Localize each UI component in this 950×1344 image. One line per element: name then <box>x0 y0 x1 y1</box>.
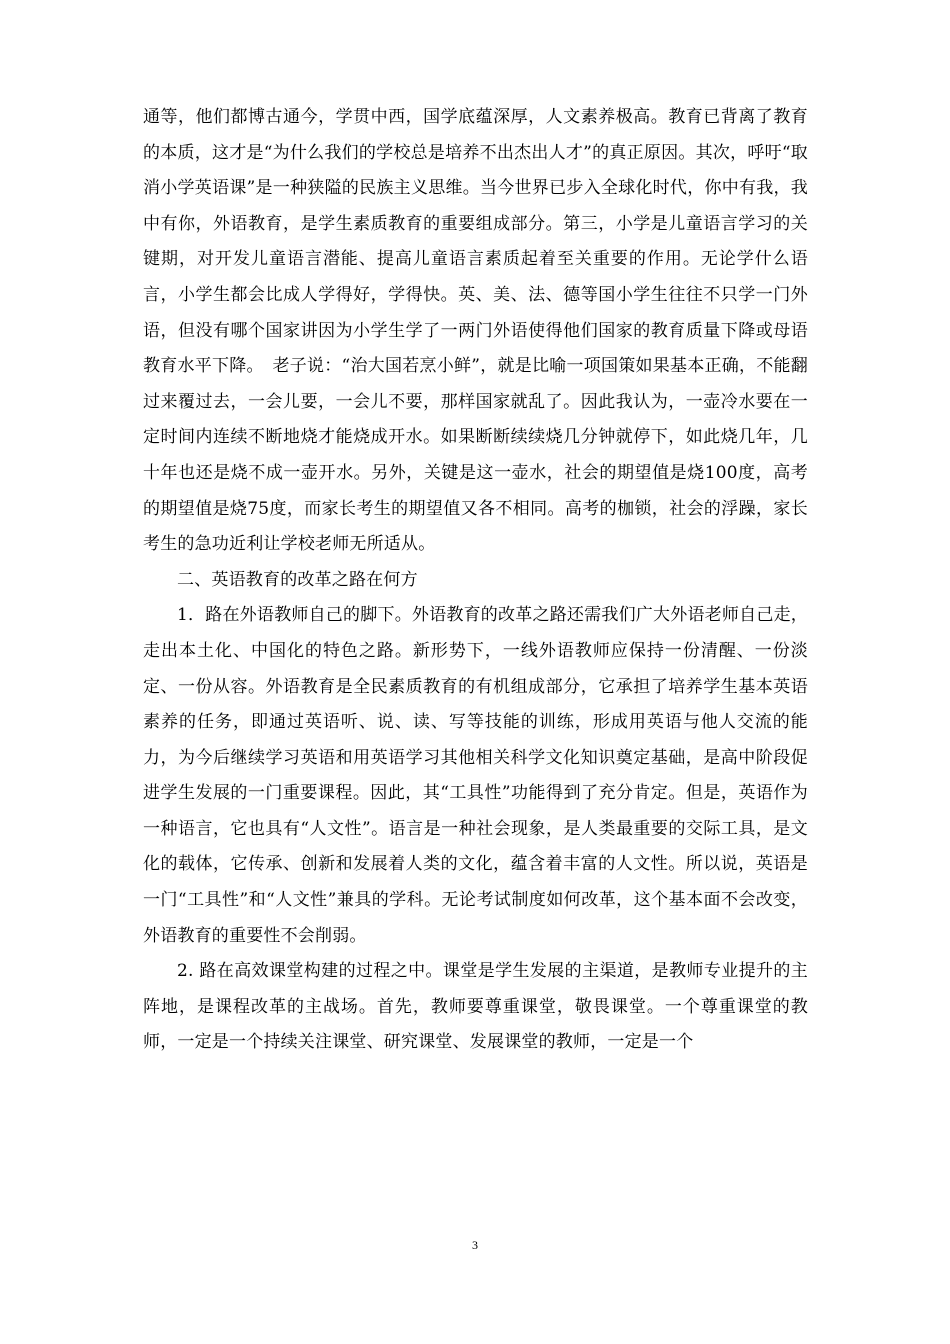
page-number: 3 <box>472 1238 478 1252</box>
paragraph-continued: 通等，他们都博古通今，学贯中西，国学底蕴深厚，人文素养极高。教育已背离了教育的本质，这才是“为什么我们的学校总是培养不出杰出人才”的真正原因。其次，呼吁“取消小学英语课”是一种狭隘的民族主义思维。当今世界已步入全球化时代，你中有我，我中有你，外语教育，是学生素质教育的重要组成部分。第三，小学是儿童语言学习的关键期，对开发儿童语言潜能、提高儿童语言素质起着至关重要的作用。无论学什么语言，小学生都会比成人学得好，学得快。英、美、法、德等国小学生往往不只学一门外语，但没有哪个国家讲因为小学生学了一两门外语使得他们国家的教育质量下降或母语教育水平下降。 老子说：“治大国若烹小鲜”，就是比喻一项国策如果基本正确，不能翻过来覆过去，一会儿要，一会儿不要，那样国家就乱了。因此我认为，一壶冷水要在一定时间内连续不断地烧才能烧成开水。如果断断续续烧几分钟就停下，如此烧几年，几十年也还是烧不成一壶开水。另外，关键是这一壶水，社会的期望值是烧100度，高考的期望值是烧75度，而家长考生的期望值又各不相同。高考的枷锁，社会的浮躁，家长考生的急功近利让学校老师无所适从。 <box>143 107 808 555</box>
body-text <box>143 100 808 1061</box>
paragraph-point-2: 2. 路在高效课堂构建的过程之中。课堂是学生发展的主渠道，是教师专业提升的主阵地，是课程改革的主战场。首先，教师要尊重课堂，敬畏课堂。一个尊重课堂的教师，一定是一个持续关注课堂、研究课堂、发展课堂的教师，一定是一个 <box>143 961 808 1053</box>
paragraph-point-1: 1．路在外语教师自己的脚下。外语教育的改革之路还需我们广大外语老师自己走，走出本土化、中国化的特色之路。新形势下，一线外语教师应保持一份清醒、一份淡定、一份从容。外语教育是全民素质教育的有机组成部分，它承担了培养学生基本英语素养的任务，即通过英语听、说、读、写等技能的训练，形成用英语与他人交流的能力，为今后继续学习英语和用英语学习其他相关科学文化知识奠定基础，是高中阶段促进学生发展的一门重要课程。因此，其“工具性”功能得到了充分肯定。但是，英语作为一种语言，它也具有“人文性”。语言是一种社会现象，是人类最重要的交际工具，是文化的载体，它传承、创新和发展着人类的文化，蕴含着丰富的人文性。所以说，英语是一门“工具性”和“人文性”兼具的学科。无论考试制度如何改革，这个基本面不会改变，外语教育的重要性不会削弱。 <box>143 605 808 946</box>
section-heading: 二、英语教育的改革之路在何方 <box>177 569 418 590</box>
